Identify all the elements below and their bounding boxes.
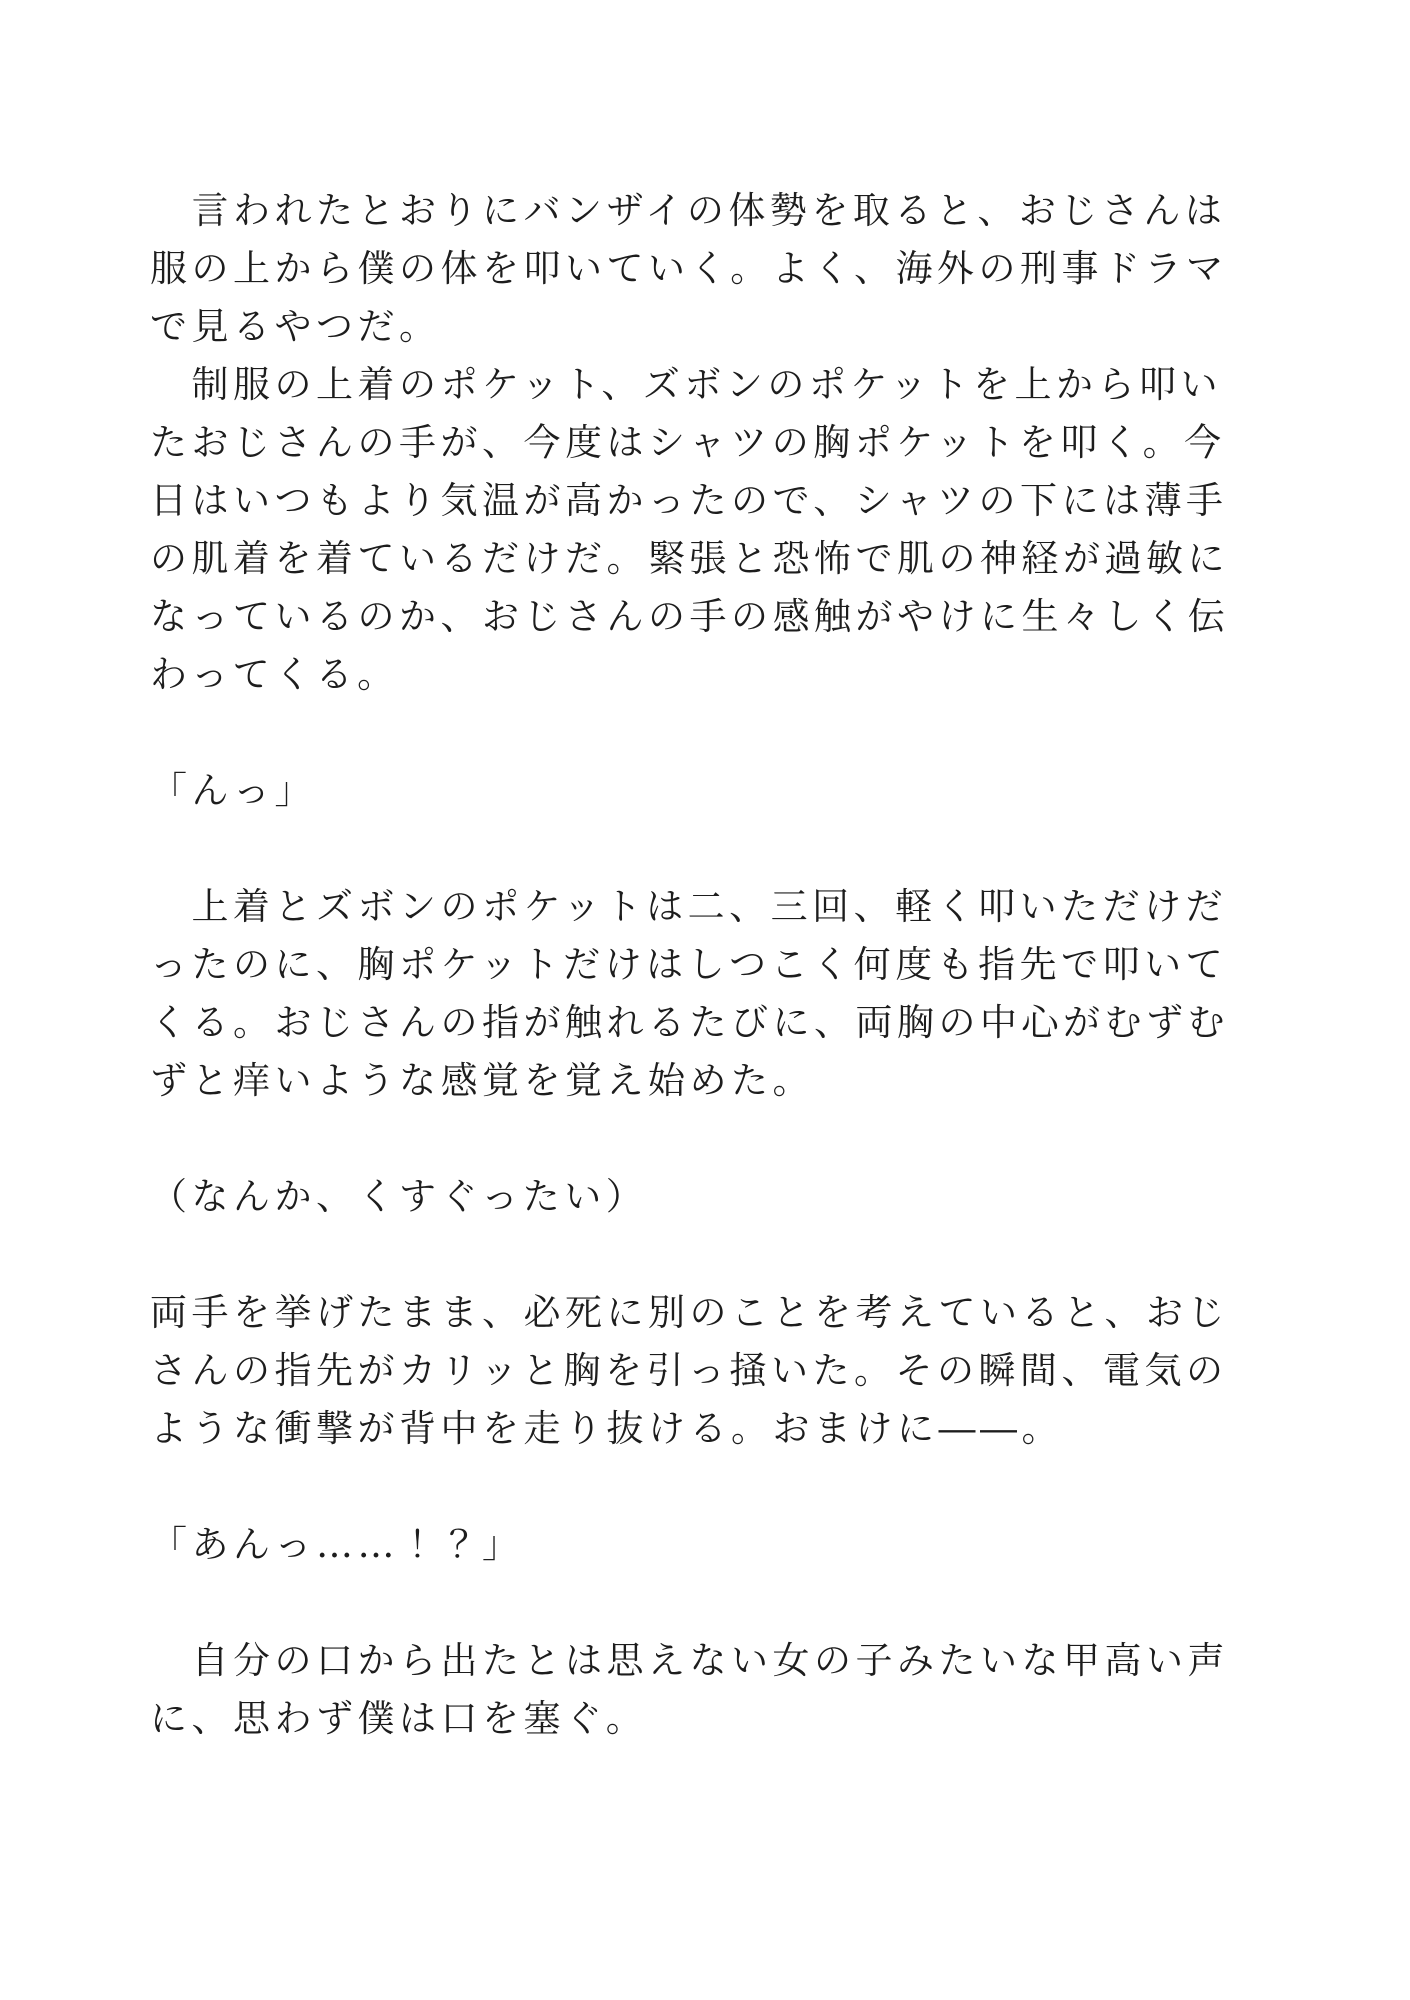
text-line: 両手を挙げたまま、必死に別のことを考えていると、おじ	[150, 1291, 1229, 1334]
blank-line	[150, 820, 1260, 878]
text-line: の肌着を着ているだけだ。緊張と恐怖で肌の神経が過敏に	[150, 537, 1229, 580]
text-line: なっているのか、おじさんの手の感触がやけに生々しく伝	[150, 595, 1229, 638]
blank-line	[150, 1110, 1260, 1168]
body-text	[150, 182, 1260, 1748]
text-line: たおじさんの手が、今度はシャツの胸ポケットを叩く。今	[150, 421, 1226, 464]
text-line: 服の上から僕の体を叩いていく。よく、海外の刑事ドラマ	[150, 247, 1228, 290]
blank-line	[150, 1458, 1260, 1516]
text-line: 制服の上着のポケット、ズボンのポケットを上から叩い	[150, 363, 1222, 406]
text-line: ったのに、胸ポケットだけはしつこく何度も指先で叩いて	[150, 943, 1228, 986]
dialogue-line: 「んっ」	[150, 769, 316, 812]
thought-line: （なんか、くすぐったい）	[150, 1175, 648, 1218]
blank-line	[150, 1574, 1260, 1632]
text-line: 日はいつもより気温が高かったので、シャツの下には薄手	[150, 479, 1228, 522]
text-line: ような衝撃が背中を走り抜ける。おまけに――。	[150, 1407, 1063, 1450]
text-line: 言われたとおりにバンザイの体勢を取ると、おじさんは	[150, 189, 1227, 232]
blank-line	[150, 1226, 1260, 1284]
text-line: で見るやつだ。	[150, 305, 441, 348]
dialogue-line: 「あんっ……！？」	[150, 1523, 524, 1566]
text-line: 自分の口から出たとは思えない女の子みたいな甲高い声	[150, 1639, 1229, 1682]
text-line: 上着とズボンのポケットは二、三回、軽く叩いただけだ	[150, 885, 1228, 928]
text-line: に、思わず僕は口を塞ぐ。	[150, 1697, 648, 1740]
blank-line	[150, 704, 1260, 762]
text-line: ずと痒いような感覚を覚え始めた。	[150, 1059, 814, 1102]
text-line: くる。おじさんの指が触れるたびに、両胸の中心がむずむ	[150, 1001, 1229, 1044]
text-line: わってくる。	[150, 653, 399, 696]
text-line: さんの指先がカリッと胸を引っ掻いた。その瞬間、電気の	[150, 1349, 1228, 1392]
